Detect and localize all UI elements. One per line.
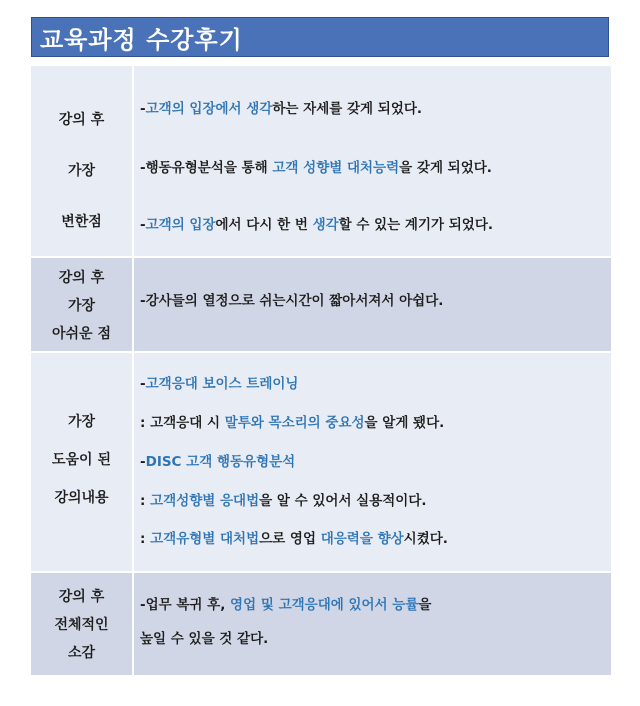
content-line: -DISC 고객 행동유형분석 <box>140 454 296 470</box>
content-line: -행동유형분석을 통해 고객 성향별 대처능력을 갖게 되었다. <box>140 160 492 176</box>
content-line: 높일 수 있을 것 같다. <box>140 631 269 647</box>
content-line: : 고객응대 시 말투와 목소리의 중요성을 알게 됐다. <box>140 415 445 431</box>
row-header-line: 전체적인 <box>54 617 109 633</box>
row-header <box>31 353 133 571</box>
row-regret <box>31 258 611 351</box>
content-line: -고객응대 보이스 트레이닝 <box>140 376 299 392</box>
row-header <box>31 573 133 675</box>
row-header-line: 가장 <box>67 414 96 430</box>
row-content <box>134 66 611 256</box>
row-content <box>134 573 611 675</box>
row-content <box>134 353 611 571</box>
row-header-line: 소감 <box>67 645 96 661</box>
row-header <box>31 66 133 256</box>
content-line: : 고객유형별 대처법으로 영업 대응력을 향상시켰다. <box>140 531 448 547</box>
content-line: -업무 복귀 후, 영업 및 고객응대에 있어서 능률을 <box>140 597 432 613</box>
row-header <box>31 258 133 351</box>
row-header-line: 변한점 <box>61 214 102 230</box>
row-header-line: 아쉬운 점 <box>52 326 111 342</box>
content-line: : 고객성향별 응대법을 알 수 있어서 실용적이다. <box>140 493 427 509</box>
page-title: 교육과정 수강후기 <box>40 26 243 54</box>
row-overall <box>31 573 611 675</box>
content-line: -고객의 입장에서 생각하는 자세를 갖게 되었다. <box>140 101 423 117</box>
content-line: -고객의 입장에서 다시 한 번 생각할 수 있는 계기가 되었다. <box>140 217 493 233</box>
title-bar <box>31 17 609 57</box>
row-header-line: 강의 후 <box>58 270 105 286</box>
row-header-line: 강의 후 <box>58 112 105 128</box>
content-line: -강사들의 열정으로 쉬는시간이 짧아서져서 아쉽다. <box>140 293 444 309</box>
row-header-line: 강의 후 <box>58 589 105 605</box>
row-most-helpful <box>31 353 611 571</box>
row-header-line: 가장 <box>67 163 96 179</box>
row-header-line: 강의내용 <box>54 490 109 506</box>
row-header-line: 가장 <box>67 298 96 314</box>
row-content <box>134 258 611 351</box>
row-header-line: 도움이 된 <box>52 452 111 468</box>
row-most-changed <box>31 66 611 256</box>
